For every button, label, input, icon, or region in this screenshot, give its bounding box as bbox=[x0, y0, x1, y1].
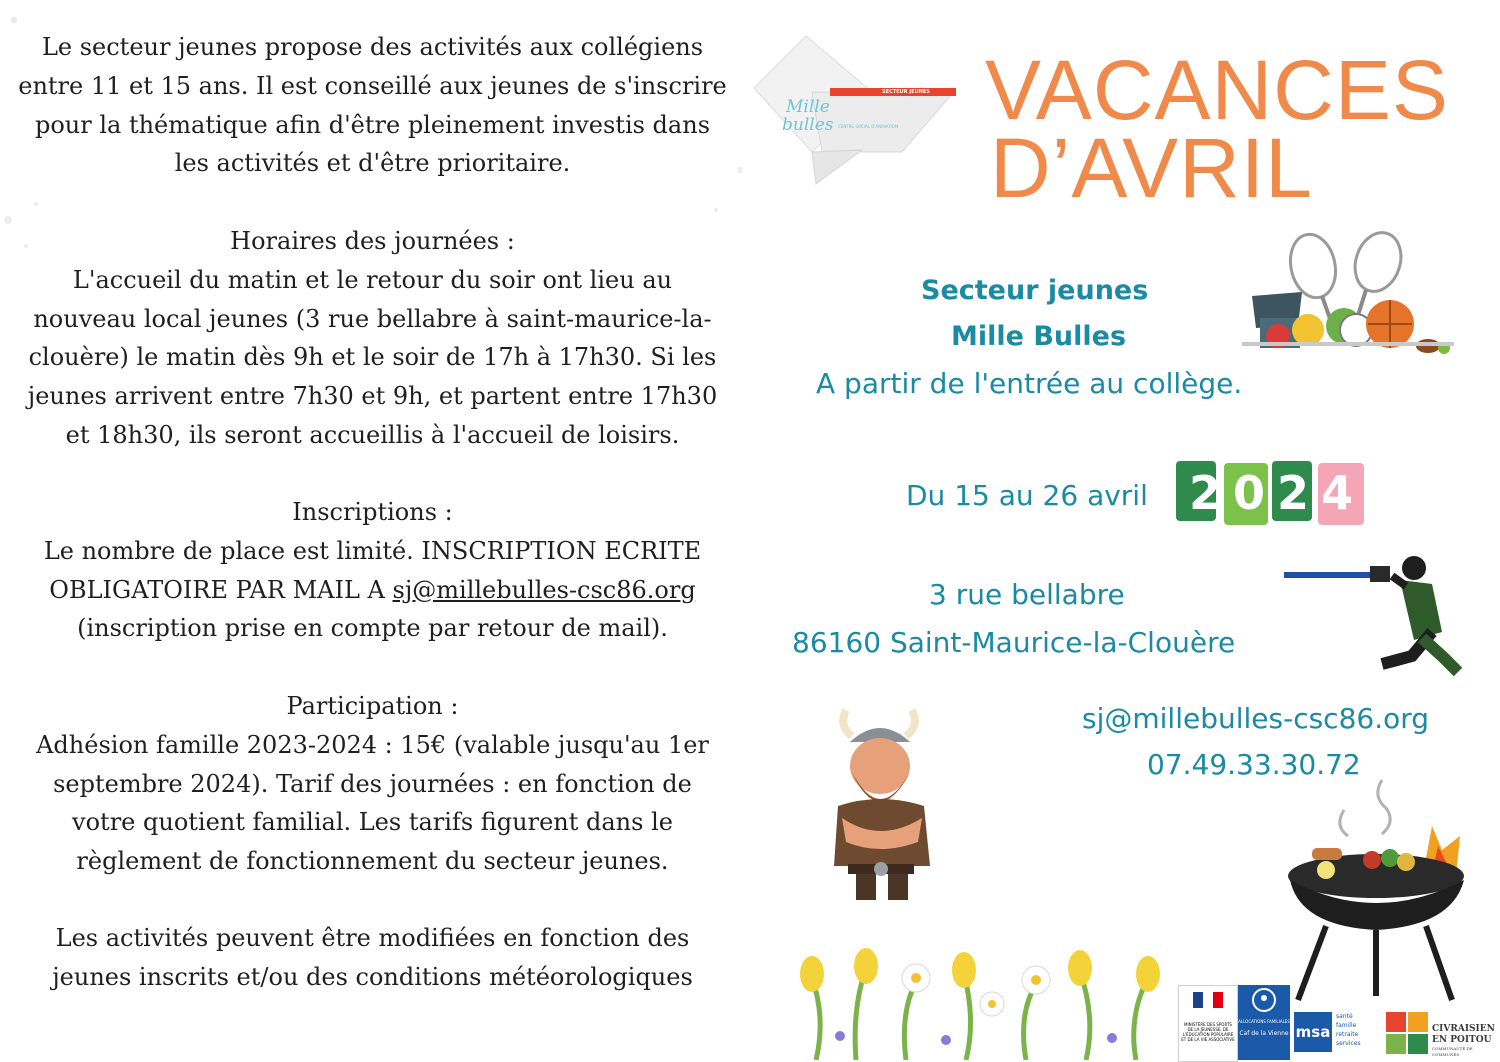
caf-family-icon bbox=[1238, 985, 1290, 1015]
note-paragraph bbox=[15, 919, 730, 997]
participation-line: septembre 2024). Tarif des journées : en fonction de bbox=[53, 769, 692, 798]
civraisien-sub: COMMUNAUTÉ DE COMMUNES bbox=[1432, 1046, 1473, 1057]
logo-name-top: Mille bbox=[786, 97, 830, 117]
civraisien-line: CIVRAISIEN bbox=[1432, 1024, 1495, 1034]
intro-paragraph bbox=[15, 28, 730, 183]
intro-line: les activités et d'être prioritaire. bbox=[174, 149, 571, 178]
msa-text-line: retraite bbox=[1336, 1031, 1359, 1038]
ministere-text: MINISTÈRE DES SPORTS DE LA JEUNESSE, DE L'ÉDUCATION POPULAIRE ET DE LA VIE ASSOCIATIVE bbox=[1181, 1022, 1235, 1042]
title-line-2: D’AVRIL bbox=[990, 121, 1313, 215]
caf-text-bottom: Caf de la Vienne bbox=[1239, 1030, 1289, 1037]
participation-heading: Participation : bbox=[286, 692, 459, 720]
left-column bbox=[0, 0, 750, 1060]
msa-text-line: services bbox=[1336, 1040, 1361, 1047]
ministere-logo bbox=[1178, 985, 1238, 1062]
contact-email[interactable]: sj@millebulles-csc86.org bbox=[1082, 702, 1430, 735]
barbecue-grill-icon bbox=[1282, 776, 1472, 1010]
intro-line: Le secteur jeunes propose des activités aux collégiens bbox=[41, 33, 704, 61]
civraisien-logo-text bbox=[1432, 1024, 1500, 1058]
sports-equipment-icon bbox=[1238, 230, 1458, 356]
origami-bird-icon bbox=[752, 32, 962, 192]
participation-paragraph bbox=[15, 687, 730, 881]
inscriptions-line-prefix: OBLIGATOIRE PAR MAIL A bbox=[49, 575, 393, 604]
laser-tag-player-icon bbox=[1282, 552, 1472, 678]
horaires-line: clouère) le matin dès 9h et le soir de 17h à 17h30. Si les bbox=[28, 343, 717, 372]
msa-text-line: santé bbox=[1336, 1013, 1353, 1020]
horaires-line: jeunes arrivent entre 7h30 et 9h, et partent entre 17h30 bbox=[27, 382, 718, 411]
title-line-1: VACANCES bbox=[985, 43, 1449, 137]
horaires-paragraph bbox=[15, 222, 730, 455]
secteur-subtitle: Mille Bulles bbox=[951, 321, 1127, 352]
horaires-heading: Horaires des journées : bbox=[230, 227, 515, 255]
year-text: 2024 bbox=[1188, 466, 1366, 520]
msa-text bbox=[1336, 1012, 1382, 1048]
age-requirement: A partir de l'entrée au collège. bbox=[816, 367, 1243, 400]
msa-logo: msa bbox=[1294, 1012, 1332, 1052]
note-line: Les activités peuvent être modifiées en fonction des bbox=[55, 924, 690, 952]
inscriptions-email-line bbox=[15, 571, 730, 610]
logo-banner-text: SECTEUR JEUNES bbox=[882, 89, 930, 95]
inscriptions-paragraph bbox=[15, 493, 730, 648]
horaires-line: et 18h30, ils seront accueillis à l'accueil de loisirs. bbox=[65, 420, 680, 449]
mille-bulles-logo bbox=[752, 32, 962, 192]
note-line: jeunes inscrits et/ou des conditions météorologiques bbox=[52, 962, 693, 991]
horaires-line: L'accueil du matin et le retour du soir ont lieu au bbox=[72, 265, 673, 294]
contact-phone[interactable]: 07.49.33.30.72 bbox=[1147, 748, 1361, 781]
caf-text-top: ALLOCATIONS FAMILIALES bbox=[1238, 1019, 1290, 1024]
viking-character-icon bbox=[812, 696, 952, 908]
msa-text-line: famille bbox=[1336, 1022, 1357, 1029]
address-street: 3 rue bellabre bbox=[929, 578, 1125, 611]
inscriptions-email-link[interactable]: sj@millebulles-csc86.org bbox=[392, 575, 696, 604]
event-dates: Du 15 au 26 avril bbox=[906, 479, 1148, 512]
intro-line: pour la thématique afin d'être pleinement investis dans bbox=[34, 110, 711, 139]
marianne-flag-icon bbox=[1179, 986, 1237, 1016]
participation-line: votre quotient familial. Les tarifs figurent dans le bbox=[72, 808, 673, 837]
civraisien-line: EN POITOU bbox=[1432, 1035, 1492, 1045]
horaires-line: nouveau local jeunes (3 rue bellabre à saint-maurice-la- bbox=[33, 304, 712, 333]
intro-line: entre 11 et 15 ans. Il est conseillé aux jeunes de s'inscrire bbox=[18, 71, 727, 100]
inscriptions-line: Le nombre de place est limité. INSCRIPTION ECRITE bbox=[43, 536, 702, 565]
secteur-title: Secteur jeunes bbox=[921, 275, 1149, 306]
spring-flowers-decoration bbox=[796, 938, 1176, 1060]
inscriptions-heading: Inscriptions : bbox=[292, 498, 453, 526]
address-city: 86160 Saint-Maurice-la-Clouère bbox=[792, 626, 1236, 659]
caf-logo bbox=[1238, 985, 1290, 1060]
logo-tagline: CENTRE SOCIAL D'ANIMATION bbox=[838, 124, 898, 129]
participation-line: règlement de fonctionnement du secteur jeunes. bbox=[76, 847, 669, 876]
inscriptions-line: (inscription prise en compte par retour de mail). bbox=[77, 614, 668, 643]
civraisien-logo-icon bbox=[1384, 1010, 1430, 1056]
participation-line: Adhésion famille 2023-2024 : 15€ (valable jusqu'au 1er bbox=[36, 730, 709, 759]
year-2024-graphic bbox=[1172, 455, 1372, 531]
logo-name-bottom: bulles bbox=[782, 115, 834, 135]
